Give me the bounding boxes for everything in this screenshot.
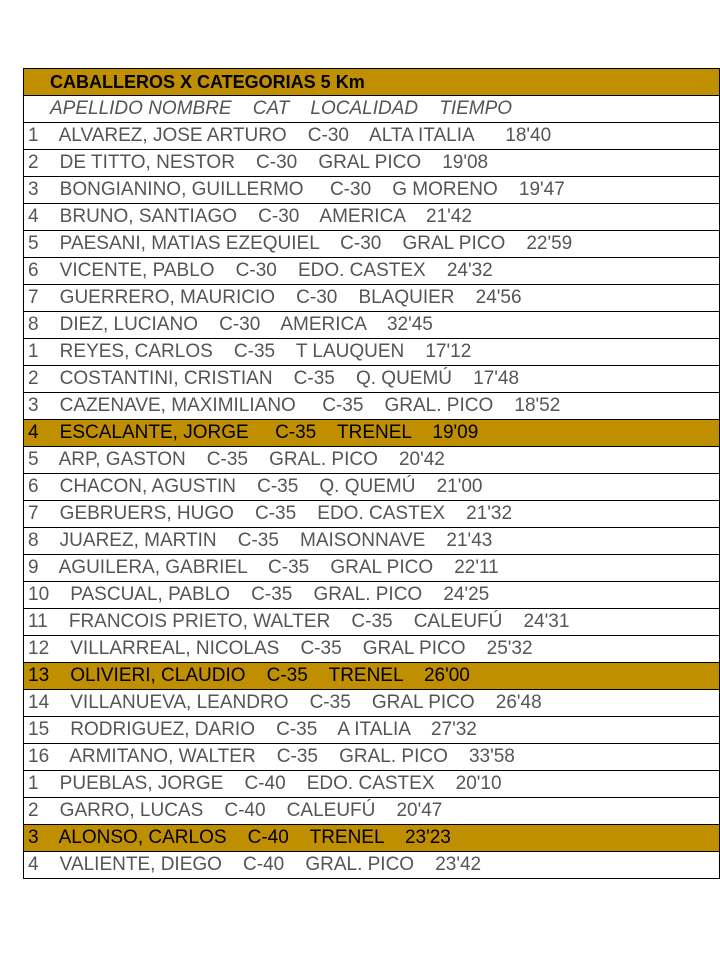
table-row: 4 BRUNO, SANTIAGO C-30 AMERICA 21'42 [24, 204, 719, 231]
table-row: 1 REYES, CARLOS C-35 T LAUQUEN 17'12 [24, 339, 719, 366]
table-row: 1 ALVAREZ, JOSE ARTURO C-30 ALTA ITALIA 18'40 [24, 123, 719, 150]
table-row: 15 RODRIGUEZ, DARIO C-35 A ITALIA 27'32 [24, 717, 719, 744]
table-row: 2 GARRO, LUCAS C-40 CALEUFÚ 20'47 [24, 798, 719, 825]
table-row: 8 DIEZ, LUCIANO C-30 AMERICA 32'45 [24, 312, 719, 339]
results-rows [24, 123, 719, 879]
table-title: CABALLEROS X CATEGORIAS 5 Km [24, 68, 719, 96]
table-row: 2 DE TITTO, NESTOR C-30 GRAL PICO 19'08 [24, 150, 719, 177]
results-table [23, 68, 720, 879]
table-row: 1 PUEBLAS, JORGE C-40 EDO. CASTEX 20'10 [24, 771, 719, 798]
table-row: 4 ESCALANTE, JORGE C-35 TRENEL 19'09 [24, 420, 719, 447]
table-row: 3 ALONSO, CARLOS C-40 TRENEL 23'23 [24, 825, 719, 852]
table-row: 5 ARP, GASTON C-35 GRAL. PICO 20'42 [24, 447, 719, 474]
table-row: 16 ARMITANO, WALTER C-35 GRAL. PICO 33'58 [24, 744, 719, 771]
table-row: 9 AGUILERA, GABRIEL C-35 GRAL PICO 22'11 [24, 555, 719, 582]
table-row: 11 FRANCOIS PRIETO, WALTER C-35 CALEUFÚ 24'31 [24, 609, 719, 636]
table-row: 7 GEBRUERS, HUGO C-35 EDO. CASTEX 21'32 [24, 501, 719, 528]
table-row: 14 VILLANUEVA, LEANDRO C-35 GRAL PICO 26'48 [24, 690, 719, 717]
table-row: 6 CHACON, AGUSTIN C-35 Q. QUEMÚ 21'00 [24, 474, 719, 501]
table-row: 8 JUAREZ, MARTIN C-35 MAISONNAVE 21'43 [24, 528, 719, 555]
table-row: 12 VILLARREAL, NICOLAS C-35 GRAL PICO 25'32 [24, 636, 719, 663]
table-row: 5 PAESANI, MATIAS EZEQUIEL C-30 GRAL PICO 22'59 [24, 231, 719, 258]
table-row: 2 COSTANTINI, CRISTIAN C-35 Q. QUEMÚ 17'48 [24, 366, 719, 393]
table-row: 7 GUERRERO, MAURICIO C-30 BLAQUIER 24'56 [24, 285, 719, 312]
table-row: 13 OLIVIERI, CLAUDIO C-35 TRENEL 26'00 [24, 663, 719, 690]
column-header-row: APELLIDO NOMBRE CAT LOCALIDAD TIEMPO [24, 96, 719, 123]
table-row: 3 CAZENAVE, MAXIMILIANO C-35 GRAL. PICO 18'52 [24, 393, 719, 420]
table-row: 4 VALIENTE, DIEGO C-40 GRAL. PICO 23'42 [24, 852, 719, 879]
table-row: 3 BONGIANINO, GUILLERMO C-30 G MORENO 19'47 [24, 177, 719, 204]
table-row: 6 VICENTE, PABLO C-30 EDO. CASTEX 24'32 [24, 258, 719, 285]
table-row: 10 PASCUAL, PABLO C-35 GRAL. PICO 24'25 [24, 582, 719, 609]
